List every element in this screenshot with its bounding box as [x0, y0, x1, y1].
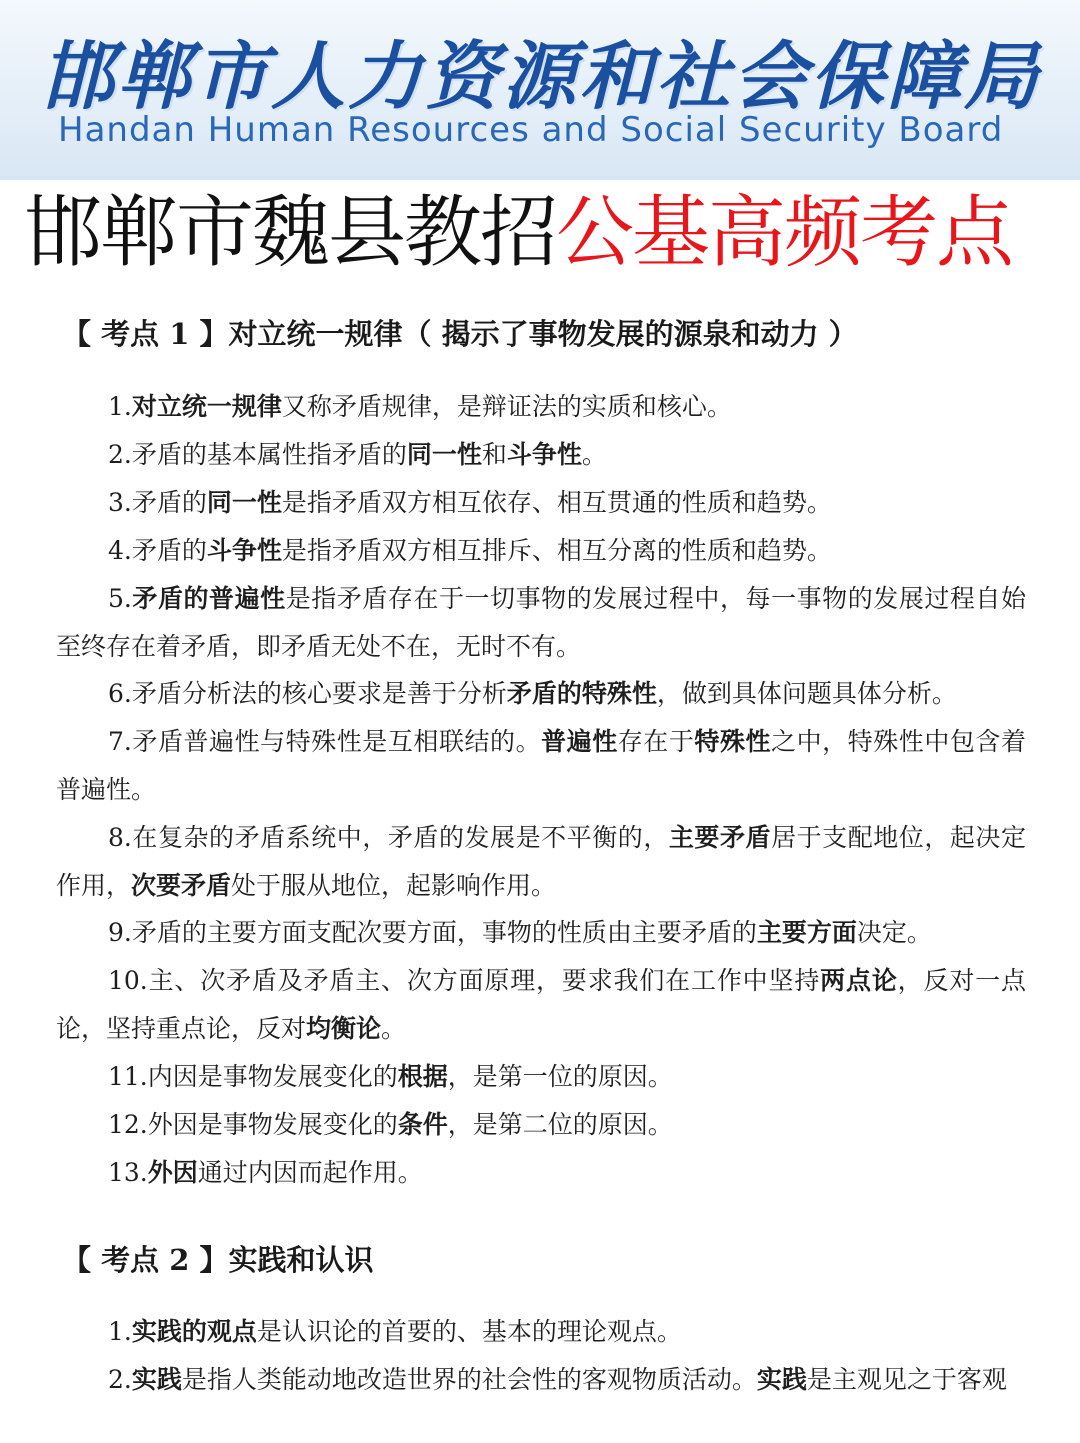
emphasized-term: 实践 — [756, 1365, 807, 1394]
item-text: 是指矛盾存在于一切事物的发展过程中，每一事物的发展过程自始至终存在着矛盾，即矛盾无处不在，无时不有。 — [56, 584, 1026, 661]
list-item — [56, 814, 1026, 910]
emphasized-term: 次要矛盾 — [131, 871, 232, 900]
emphasized-term: 矛盾的普遍性 — [131, 584, 286, 613]
item-text: 9.矛盾的主要方面支配次要方面，事物的性质由主要矛盾的 — [108, 918, 757, 947]
item-text: 2. — [108, 1365, 132, 1394]
item-text: 13. — [108, 1158, 148, 1187]
item-text: 1. — [108, 392, 132, 421]
list-item — [56, 383, 1026, 431]
item-text: 12.外因是事物发展变化的 — [108, 1110, 398, 1139]
list-item — [56, 1101, 1026, 1149]
list-item — [56, 909, 1026, 957]
item-text: ，是第一位的原因。 — [447, 1062, 673, 1091]
item-text: 是认识论的首要的、基本的理论观点。 — [256, 1317, 682, 1346]
item-text: 6.矛盾分析法的核心要求是善于分析 — [108, 679, 507, 708]
page-title — [24, 188, 1074, 278]
list-item — [56, 957, 1026, 1053]
emphasized-term: 斗争性 — [206, 536, 282, 565]
item-text: 11.内因是事物发展变化的 — [108, 1062, 398, 1091]
item-text: 之中，特殊性中包含着普遍性。 — [56, 727, 1026, 804]
bureau-name-en: Handan Human Resources and Social Security Board — [58, 110, 1004, 150]
emphasized-term: 对立统一规律 — [131, 392, 282, 421]
item-text: 决定。 — [856, 918, 932, 947]
item-text: 是指矛盾双方相互依存、相互贯通的性质和趋势。 — [281, 488, 832, 517]
list-item — [56, 718, 1026, 814]
emphasized-term: 普遍性 — [541, 727, 618, 756]
item-text: 和 — [481, 440, 507, 469]
bureau-name-cn: 邯郸市人力资源和社会保障局 — [40, 34, 1041, 120]
emphasized-term: 矛盾的特殊性 — [506, 679, 657, 708]
item-text: 存在于 — [617, 727, 695, 756]
emphasized-term: 两点论 — [820, 966, 898, 995]
item-text: 居于支配地位，起决定作用， — [56, 823, 1026, 900]
list-item — [56, 431, 1026, 479]
item-text: ，反对一点论，坚持重点论，反对 — [56, 966, 1026, 1043]
section-heading-1: 【 考点 1 】对立统一规律（ 揭示了事物发展的源泉和动力 ） — [62, 317, 858, 351]
list-item — [56, 670, 1026, 718]
item-text: 处于服从地位，起影响作用。 — [231, 871, 557, 900]
list-item — [56, 1308, 1026, 1356]
item-text: 是指矛盾双方相互排斥、相互分离的性质和趋势。 — [281, 536, 832, 565]
emphasized-term: 外因 — [147, 1158, 198, 1187]
item-text: ，是第二位的原因。 — [447, 1110, 673, 1139]
emphasized-term: 根据 — [397, 1062, 448, 1091]
item-text: 5. — [108, 584, 132, 613]
emphasized-term: 特殊性 — [694, 727, 772, 756]
item-text: 4.矛盾的 — [108, 536, 207, 565]
page-title-main: 邯郸市魏县教招 — [24, 188, 557, 278]
emphasized-term: 实践的观点 — [131, 1317, 257, 1346]
emphasized-term: 主要矛盾 — [668, 823, 772, 852]
emphasized-term: 均衡论 — [306, 1014, 382, 1043]
item-text: 7.矛盾普遍性与特殊性是互相联结的。 — [108, 727, 542, 756]
list-item — [56, 1149, 1026, 1197]
emphasized-term: 主要方面 — [756, 918, 857, 947]
item-text: 8.在复杂的矛盾系统中，矛盾的发展是不平衡的， — [108, 823, 669, 852]
item-text: 又称矛盾规律，是辩证法的实质和核心。 — [281, 392, 732, 421]
item-text: 。 — [581, 440, 607, 469]
list-item — [56, 1053, 1026, 1101]
item-text: 是指人类能动地改造世界的社会性的客观物质活动。 — [181, 1365, 757, 1394]
emphasized-term: 同一性 — [206, 488, 282, 517]
emphasized-term: 实践 — [131, 1365, 182, 1394]
list-item — [56, 575, 1026, 671]
emphasized-term: 条件 — [397, 1110, 448, 1139]
list-item — [56, 527, 1026, 575]
list-item — [56, 1356, 1026, 1404]
item-text: 10.主、次矛盾及矛盾主、次方面原理，要求我们在工作中坚持 — [108, 966, 821, 995]
list-item — [56, 479, 1026, 527]
item-text: 1. — [108, 1317, 132, 1346]
emphasized-term: 同一性 — [406, 440, 482, 469]
item-text: 2.矛盾的基本属性指矛盾的 — [108, 440, 407, 469]
emphasized-term: 斗争性 — [506, 440, 582, 469]
item-text: 3.矛盾的 — [108, 488, 207, 517]
item-text: 是主观见之于客观 — [806, 1365, 1007, 1394]
item-text: 。 — [381, 1014, 407, 1043]
header-banner — [0, 0, 1080, 180]
item-text: 通过内因而起作用。 — [197, 1158, 423, 1187]
item-text: ，做到具体问题具体分析。 — [656, 679, 957, 708]
page-title-highlight: 公基高频考点 — [556, 188, 1013, 278]
section-heading-2: 【 考点 2 】实践和认识 — [62, 1243, 374, 1277]
